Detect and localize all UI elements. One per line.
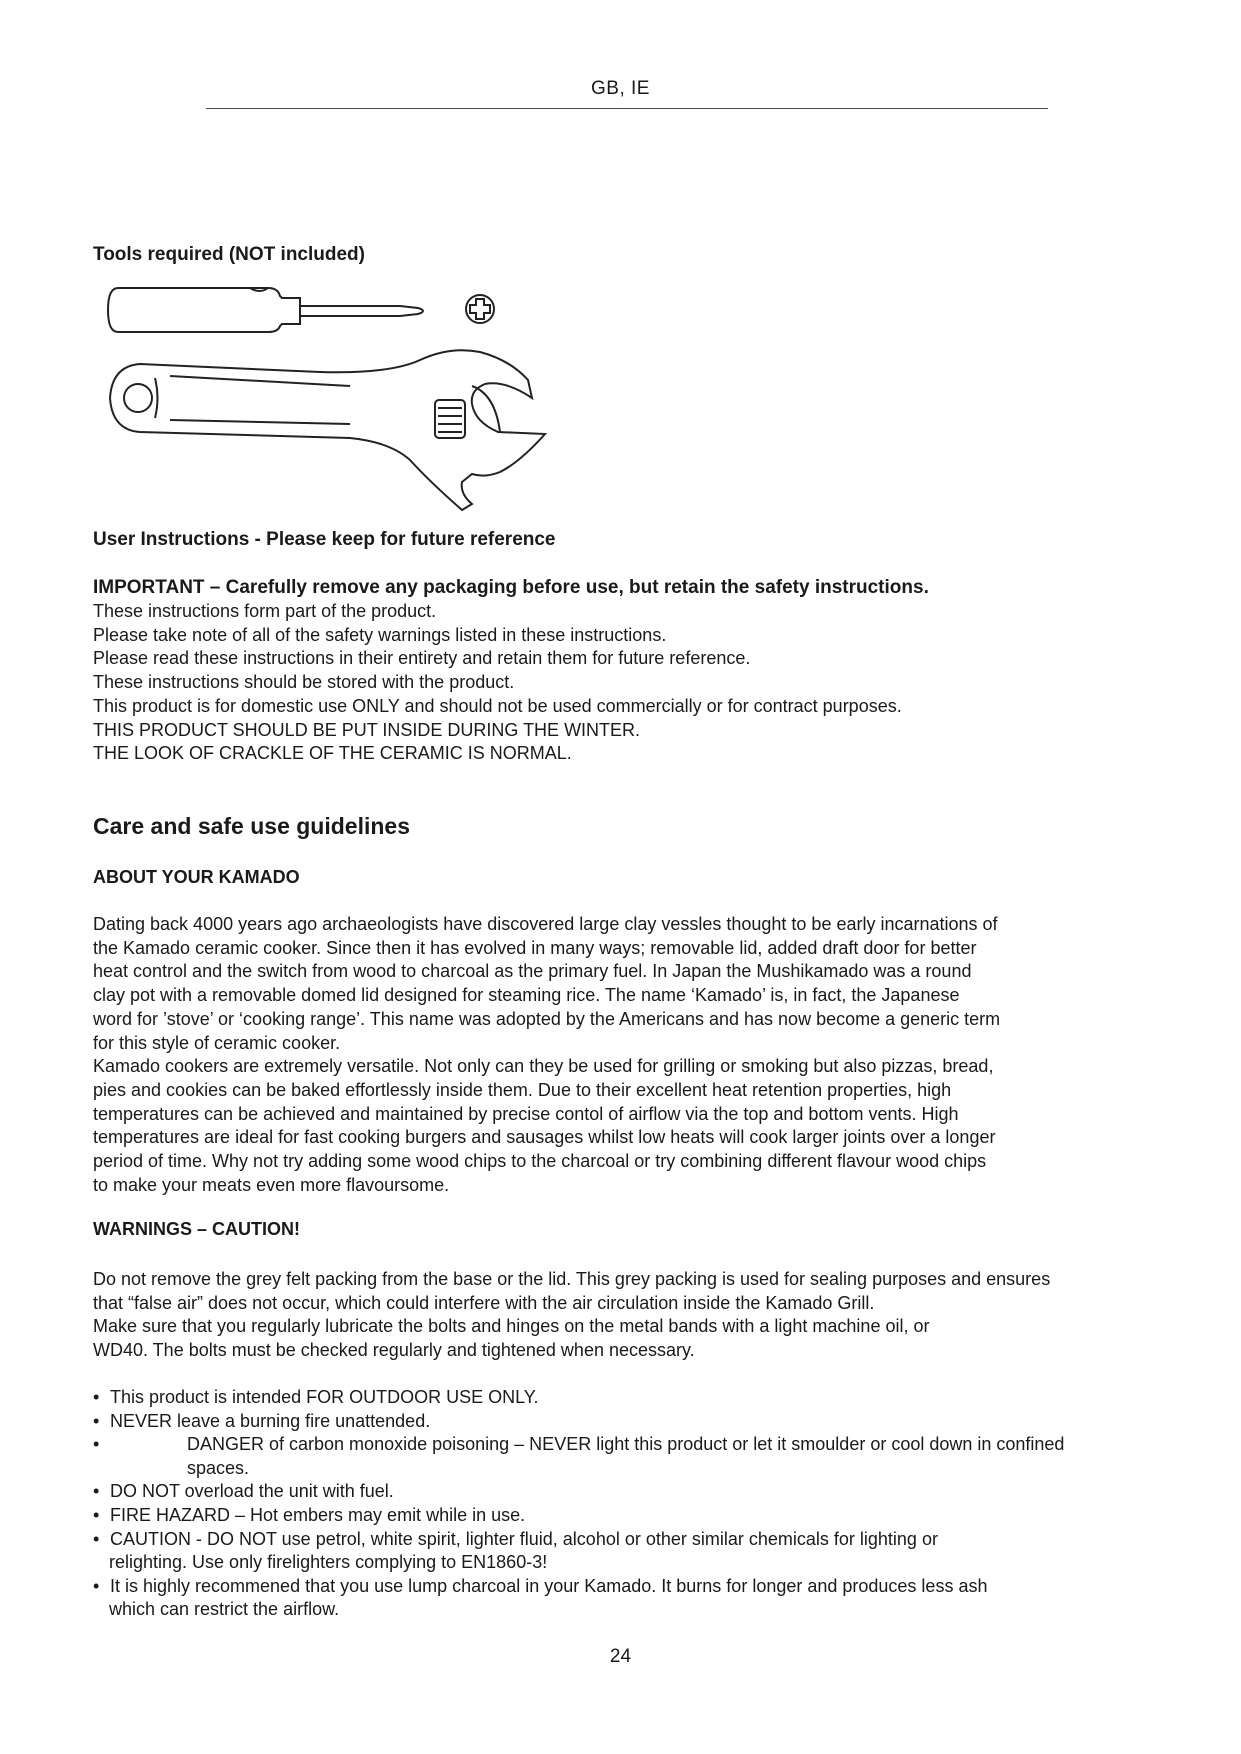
bullet-continuation: which can restrict the airflow. [109,1599,340,1620]
about-line: temperatures are ideal for fast cooking burgers and sausages whilst low heats will cook larger joints over a longer [93,1127,996,1148]
important-title: IMPORTANT – Carefully remove any packaging before use, but retain the safety instructions. [93,577,929,598]
list-item [93,1386,1173,1410]
warnings-heading: WARNINGS – CAUTION! [93,1219,300,1239]
list-item [93,1575,1173,1622]
warning-line: WD40. The bolts must be checked regularly and tightened when necessary. [93,1340,695,1361]
list-item [93,1528,1173,1575]
user-instructions-heading: User Instructions - Please keep for future reference [93,529,556,550]
bullet-text: This product is intended FOR OUTDOOR USE ONLY. [110,1387,539,1407]
warning-line: Do not remove the grey felt packing from the base or the lid. This grey packing is used for sealing purposes and ensures [93,1269,1051,1289]
header-divider [206,108,1048,109]
about-line: clay pot with a removable domed lid designed for steaming rice. The name ‘Kamado’ is, in fact, the Japanese [93,985,960,1006]
page-number: 24 [609,1646,632,1667]
about-line: temperatures can be achieved and maintained by precise contol of airflow via the top and bottom vents. High [93,1103,959,1124]
bullet-text: CAUTION - DO NOT use petrol, white spirit, lighter fluid, alcohol or other similar chemicals for lighting or [110,1528,938,1549]
tools-svg [100,282,570,512]
bullet-text: DANGER of carbon monoxide poisoning – NEVER light this product or let it smoulder or cool down in confined [187,1434,1065,1455]
bullet-continuation: relighting. Use only firelighters complying to EN1860-3! [109,1552,548,1573]
screwdriver-icon [108,288,494,332]
about-line: the Kamado ceramic cooker. Since then it has evolved in many ways; removable lid, added draft door for better [93,937,977,958]
about-line: word for ’stove’ or ‘cooking range’. This name was adopted by the Americans and has now become a generic term [93,1008,1001,1029]
about-line: Dating back 4000 years ago archaeologists have discovered large clay vessles thought to be early incarnations of [93,914,998,934]
important-line: These instructions form part of the product. [93,601,437,621]
about-line: for this style of ceramic cooker. [93,1032,341,1053]
about-kamado-heading: ABOUT YOUR KAMADO [93,867,300,887]
important-line: THIS PRODUCT SHOULD BE PUT INSIDE DURING THE WINTER. [93,719,641,740]
about-line: to make your meats even more flavoursome. [93,1174,450,1195]
bullet-mark: • [93,1504,100,1525]
important-line: This product is for domestic use ONLY and should not be used commercially or for contract purposes. [93,695,902,716]
bullet-text: FIRE HAZARD – Hot embers may emit while in use. [110,1504,526,1525]
about-line: pies and cookies can be baked effortlessly inside them. Due to their excellent heat retention properties, high [93,1079,952,1100]
important-notice [93,576,1173,766]
list-item [93,1433,1173,1480]
about-line: period of time. Why not try adding some wood chips to the charcoal or try combining different flavour wood chips [93,1151,987,1172]
bullet-text: It is highly recommened that you use lump charcoal in your Kamado. It burns for longer and produces less ash [110,1575,988,1596]
bullet-text: DO NOT overload the unit with fuel. [110,1481,394,1502]
region-code: GB, IE [591,78,650,99]
list-item [93,1480,1173,1504]
bullet-mark: • [93,1575,100,1596]
list-item [93,1410,1173,1434]
bullet-mark: • [93,1387,100,1407]
warning-line: that “false air” does not occur, which could interfere with the air circulation inside the Kamado Grill. [93,1292,875,1313]
about-line: heat control and the switch from wood to charcoal as the primary fuel. In Japan the Mushikamado was a round [93,961,972,982]
tools-illustration [100,282,570,517]
care-section-title: Care and safe use guidelines [93,813,411,839]
important-line: Please take note of all of the safety warnings listed in these instructions. [93,624,667,645]
bullet-mark: • [93,1481,100,1502]
about-kamado-text [93,913,1173,1197]
important-line: THE LOOK OF CRACKLE OF THE CERAMIC IS NORMAL. [93,743,572,764]
about-line: Kamado cookers are extremely versatile. Not only can they be used for grilling or smoking but also pizzas, bread, [93,1056,994,1077]
adjustable-wrench-icon [110,350,545,510]
bullet-mark: • [93,1528,100,1549]
bullet-text: NEVER leave a burning fire unattended. [110,1410,431,1431]
important-line: These instructions should be stored with the product. [93,672,515,693]
bullet-mark: • [93,1434,100,1455]
bullet-mark: • [93,1410,100,1431]
warnings-text [93,1268,1173,1363]
list-item [93,1504,1173,1528]
safety-bullet-list [93,1386,1173,1622]
important-line: Please read these instructions in their entirety and retain them for future reference. [93,648,751,669]
tools-heading: Tools required (NOT included) [93,244,365,265]
warning-line: Make sure that you regularly lubricate the bolts and hinges on the metal bands with a light machine oil, or [93,1316,930,1337]
bullet-continuation: spaces. [187,1457,250,1478]
